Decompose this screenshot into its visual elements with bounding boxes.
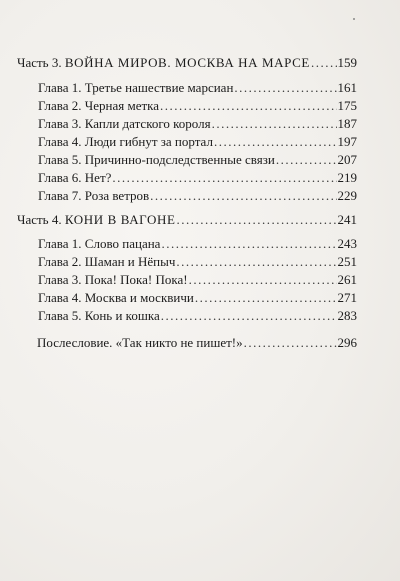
dot-leader — [161, 308, 337, 324]
toc-chapter — [38, 272, 357, 288]
chapter-title: Капли датского короля — [84, 116, 211, 131]
chapter-page: 197 — [337, 134, 357, 149]
chapter-label: Глава 1. — [38, 80, 82, 95]
toc-chapter — [38, 254, 357, 270]
afterword-page: 296 — [337, 335, 357, 350]
chapter-title: Нет? — [84, 170, 112, 185]
chapter-label: Глава 3. — [38, 272, 82, 287]
chapter-page: 175 — [337, 98, 357, 113]
part-3-label: Часть 3. — [17, 55, 62, 70]
chapter-page: 229 — [337, 188, 357, 203]
chapter-heading — [38, 236, 160, 252]
part-3-title: ВОЙНА МИРОВ. МОСКВА НА МАРСЕ — [64, 55, 310, 70]
chapter-heading — [38, 272, 188, 288]
dot-leader — [244, 335, 337, 351]
chapter-title: Пока! Пока! Пока! — [84, 272, 188, 287]
paper-speck — [353, 18, 355, 20]
toc-chapter — [38, 116, 357, 132]
chapter-heading — [38, 188, 149, 204]
dot-leader — [177, 212, 337, 228]
dot-leader — [189, 272, 337, 288]
chapter-title: Шаман и Нёпыч — [84, 254, 176, 269]
chapter-heading — [38, 80, 233, 96]
part-3-heading — [17, 55, 310, 71]
afterword-title: Послесловие. «Так никто не пишет!» — [37, 335, 243, 350]
dot-leader — [160, 98, 336, 114]
chapter-title: Конь и кошка — [84, 308, 160, 323]
toc-chapter — [38, 188, 357, 204]
toc-chapter — [38, 152, 357, 168]
chapter-label: Глава 4. — [38, 290, 82, 305]
chapter-title: Третье нашествие марсиан — [84, 80, 234, 95]
dot-leader — [311, 55, 337, 71]
toc-part-3 — [17, 55, 357, 71]
chapter-heading — [38, 290, 194, 306]
dot-leader — [161, 236, 336, 252]
part-4-title: КОНИ В ВАГОНЕ — [64, 212, 176, 227]
toc-chapter — [38, 308, 357, 324]
part-4-label: Часть 4. — [17, 212, 62, 227]
toc-part-4 — [17, 212, 357, 228]
chapter-label: Глава 6. — [38, 170, 82, 185]
toc-chapter — [38, 236, 357, 252]
chapter-heading — [38, 116, 211, 132]
chapter-page: 187 — [337, 116, 357, 131]
part-3-page: 159 — [337, 55, 357, 70]
chapter-title: Слово пацана — [84, 236, 161, 251]
chapter-page: 251 — [337, 254, 357, 269]
chapter-label: Глава 7. — [38, 188, 82, 203]
chapter-label: Глава 3. — [38, 116, 82, 131]
chapter-heading — [38, 170, 111, 186]
chapter-label: Глава 5. — [38, 152, 82, 167]
chapter-label: Глава 2. — [38, 98, 82, 113]
chapter-title: Москва и москвичи — [84, 290, 194, 305]
chapter-page: 261 — [337, 272, 357, 287]
chapter-title: Причинно-подследственные связи — [84, 152, 275, 167]
chapter-heading — [38, 98, 159, 114]
chapter-page: 271 — [337, 290, 357, 305]
dot-leader — [112, 170, 336, 186]
chapter-heading — [38, 134, 213, 150]
chapter-heading — [38, 308, 160, 324]
chapter-page: 219 — [337, 170, 357, 185]
part-4-page: 241 — [337, 212, 357, 227]
dot-leader — [176, 254, 336, 270]
dot-leader — [234, 80, 336, 96]
toc-chapter — [38, 134, 357, 150]
toc-chapter — [38, 290, 357, 306]
chapter-label: Глава 4. — [38, 134, 82, 149]
toc-chapter — [38, 170, 357, 186]
chapter-heading — [38, 254, 175, 270]
chapter-label: Глава 1. — [38, 236, 82, 251]
dot-leader — [195, 290, 337, 306]
part-4-heading — [17, 212, 176, 228]
dot-leader — [150, 188, 336, 204]
chapter-title: Черная метка — [84, 98, 160, 113]
chapter-label: Глава 2. — [38, 254, 82, 269]
dot-leader — [212, 116, 337, 132]
dot-leader — [276, 152, 337, 168]
chapter-heading — [38, 152, 275, 168]
chapter-page: 207 — [337, 152, 357, 167]
chapter-page: 283 — [337, 308, 357, 323]
chapter-label: Глава 5. — [38, 308, 82, 323]
dot-leader — [214, 134, 337, 150]
chapter-title: Роза ветров — [84, 188, 150, 203]
chapter-title: Люди гибнут за портал — [84, 134, 213, 149]
chapter-page: 161 — [337, 80, 357, 95]
toc-chapter — [38, 98, 357, 114]
toc-afterword — [37, 335, 357, 351]
chapter-page: 243 — [337, 236, 357, 251]
toc-chapter — [38, 80, 357, 96]
